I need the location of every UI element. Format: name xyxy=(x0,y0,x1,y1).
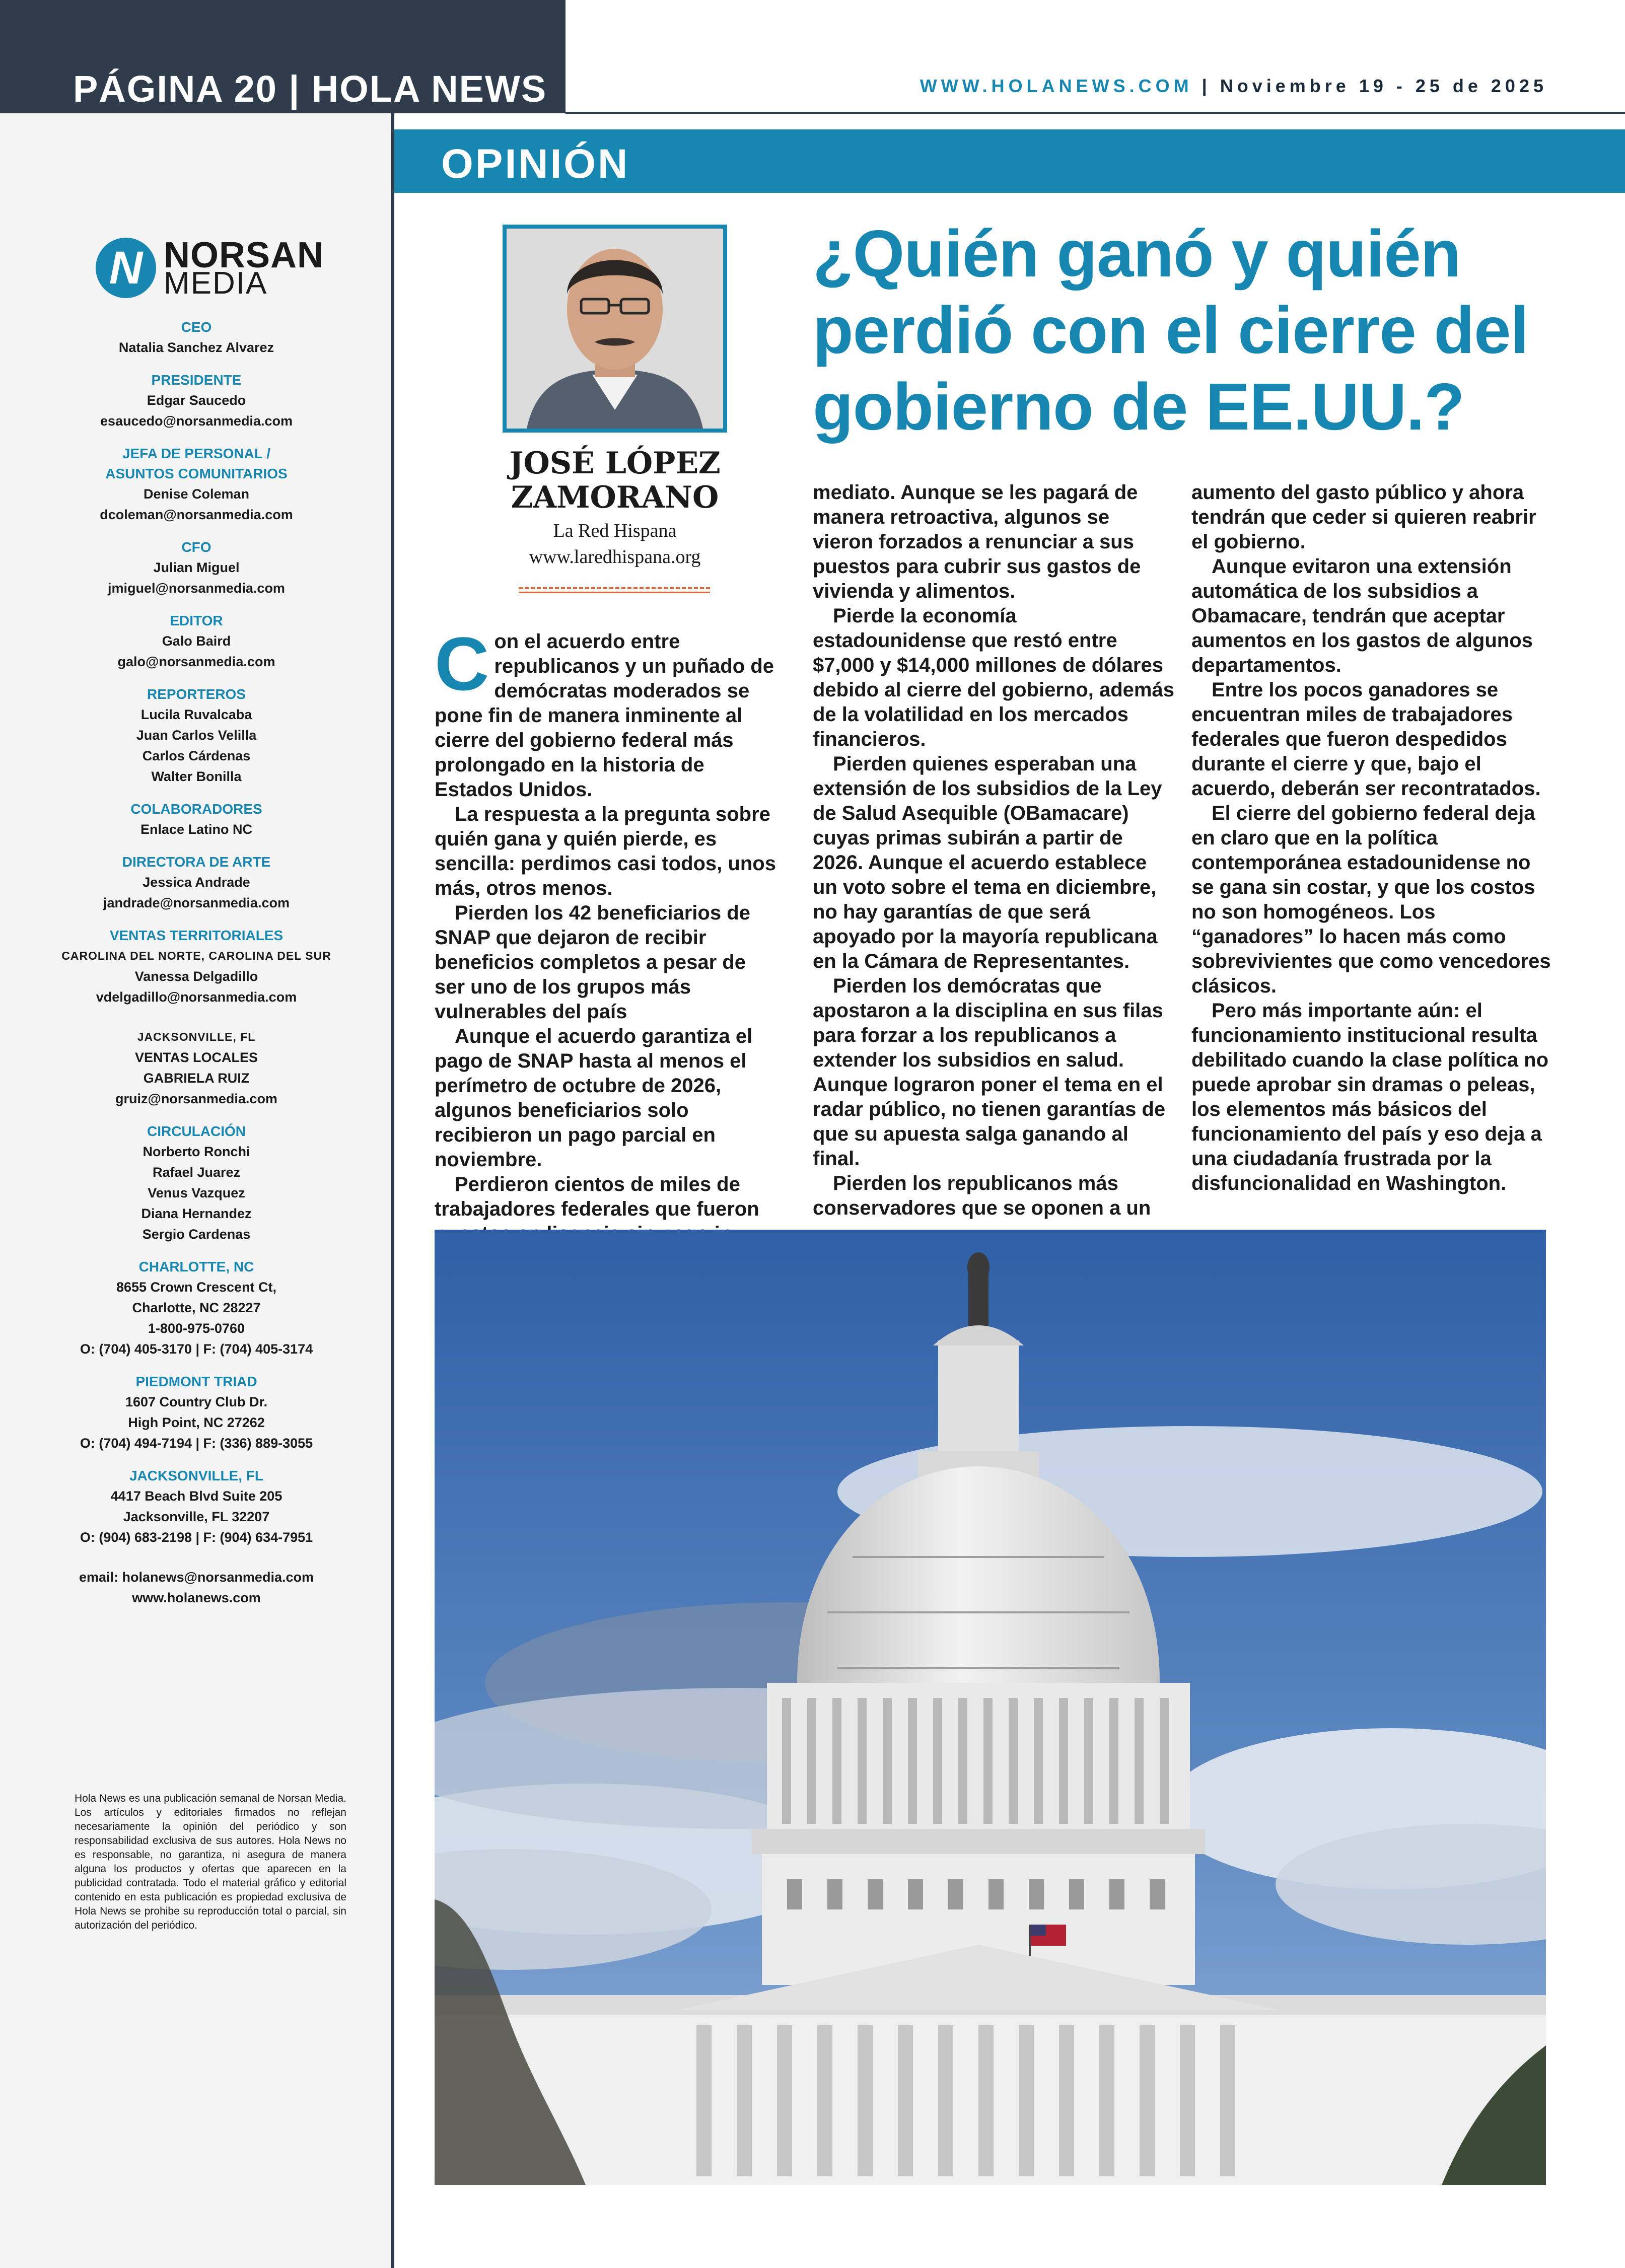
staff-email[interactable]: vdelgadillo@norsanmedia.com xyxy=(96,989,297,1005)
staff-name: Edgar Saucedo xyxy=(147,393,246,408)
contact-website[interactable]: www.holanews.com xyxy=(132,1590,261,1605)
role-label: CIRCULACIÓN xyxy=(147,1123,246,1139)
article-paragraph: on el acuerdo entre republicanos y un puñado de demócratas moderados se pone fin de manera inminente al cierre del gobierno federal más prolongado en la historia de Estados Unidos. xyxy=(435,630,774,801)
article-paragraph: Pierde la economía estadounidense que restó entre $7,000 y $14,000 millones de dólares debido al cierre del gobierno, además de la volatilidad en los mercados financieros. xyxy=(813,605,1174,750)
author-affiliation xyxy=(482,518,747,570)
staff-email[interactable]: dcoleman@norsanmedia.com xyxy=(100,507,293,522)
staff-name: Galo Baird xyxy=(162,633,231,649)
article-paragraph: Perdieron cientos de miles de trabajadores federales que fueron xyxy=(435,1173,759,1220)
article-column-3 xyxy=(1191,480,1551,1196)
author-divider xyxy=(519,587,710,593)
phone-line: O: (704) 494-7194 | F: (336) 889-3055 xyxy=(80,1436,313,1451)
drop-cap: C xyxy=(435,621,489,706)
author-site[interactable]: www.laredhispana.org xyxy=(529,546,701,568)
page-label: PÁGINA 20 | HOLA NEWS xyxy=(73,68,547,110)
phone-line: O: (704) 405-3170 | F: (704) 405-3174 xyxy=(80,1341,313,1357)
staff-name: Natalia Sanchez Alvarez xyxy=(118,340,274,355)
address-line: 1607 Country Club Dr. xyxy=(125,1394,268,1409)
header-separator: | xyxy=(1192,76,1220,96)
address-line: 8655 Crown Crescent Ct, xyxy=(116,1280,277,1295)
staff-name: Norberto Ronchi xyxy=(143,1144,250,1159)
role-label: ASUNTOS COMUNITARIOS xyxy=(105,466,288,481)
office-charlotte xyxy=(60,1257,332,1360)
article-paragraph: Pierden los demócratas que apostaron a la disciplina en sus filas para forzar a los republicanos a extender los subsidios en salud. Aunque lograron poner el tema en el radar público, no tienen garantías de que su apuesta salga ganando al final. xyxy=(813,975,1166,1170)
staff-name: Enlace Latino NC xyxy=(140,822,253,837)
capitol-building-image xyxy=(435,1230,1546,2185)
role-label: EDITOR xyxy=(170,613,223,628)
contact-email[interactable]: email: holanews@norsanmedia.com xyxy=(79,1570,314,1585)
staff-name: Venus Vazquez xyxy=(148,1185,245,1200)
logo-text-media: MEDIA xyxy=(164,266,268,301)
article-paragraph: El cierre del gobierno federal deja en claro que en la política contemporánea estadounidense no se gana sin costar, y que los costos no son homogéneos. Los “ganadores” lo hacen más como sobrevivientes que como vencedores clásicos. xyxy=(1191,802,1551,997)
phone-line: 1-800-975-0760 xyxy=(148,1321,245,1336)
website-link[interactable]: WWW.HOLANEWS.COM xyxy=(920,76,1193,96)
masthead-arte xyxy=(60,852,332,913)
region-label: JACKSONVILLE, FL xyxy=(137,1030,256,1043)
role-label: JEFA DE PERSONAL / xyxy=(122,446,271,461)
article-paragraph: La respuesta a la pregunta sobre quién gana y quién pierde, es sencilla: perdimos casi todos, unos más, otros menos. xyxy=(435,803,776,899)
article-column-2 xyxy=(813,480,1175,1221)
staff-email[interactable]: gruiz@norsanmedia.com xyxy=(115,1091,277,1106)
issue-date: Noviembre 19 - 25 de 2025 xyxy=(1220,76,1547,96)
role-label: COLABORADORES xyxy=(130,801,262,817)
staff-line: VENTAS LOCALES xyxy=(134,1050,258,1065)
disclaimer-text: Hola News es una publicación semanal de Norsan Media. Los artículos y editoriales firmados no reflejan necesariamente la opinión del periódico y son responsabilidad exclusiva de sus autores. Hola News no es responsable, no garantiza, ni asegura de manera alguna los productos y ofertas que aparecen en la publicidad contratada. Todo el material gráfico y editorial contenido en esta publicación es propiedad exclusiva de Hola News se prohibe su reproducción total o parcial, sin autorización del periódico. xyxy=(75,1793,346,1931)
author-org: La Red Hispana xyxy=(553,520,677,541)
masthead xyxy=(60,317,332,1608)
logo-letter: N xyxy=(109,242,143,294)
logo-text-norsan: NORSAN xyxy=(164,235,324,275)
article-paragraph: mediato. Aunque se les pagará de manera retroactiva, algunos se vieron forzados a renunciar a sus puestos para cubrir sus gastos de vivienda y alimentos. xyxy=(813,481,1141,602)
page-tab xyxy=(0,0,566,113)
staff-name: Vanessa Delgadillo xyxy=(134,969,258,984)
article-paragraph: aumento del gasto público y ahora tendrán que ceder si quieren reabrir el gobierno. xyxy=(1191,481,1536,553)
sidebar-border xyxy=(391,113,394,2268)
staff-name: Julian Miguel xyxy=(153,560,240,575)
staff-name: Carlos Cárdenas xyxy=(142,748,251,763)
address-line: Charlotte, NC 28227 xyxy=(132,1300,261,1315)
capitol-photo xyxy=(435,1230,1546,2185)
office-jacksonville xyxy=(60,1466,332,1548)
author-name-line: ZAMORANO xyxy=(511,480,719,515)
article-paragraph: Pierden los republicanos más conservadores que se oponen a un xyxy=(813,1172,1151,1219)
masthead-presidente xyxy=(60,370,332,432)
staff-email[interactable]: esaucedo@norsanmedia.com xyxy=(100,413,293,429)
address-line: Jacksonville, FL 32207 xyxy=(123,1509,270,1524)
role-label: CEO xyxy=(181,319,212,335)
role-label: PRESIDENTE xyxy=(151,372,242,388)
staff-name: GABRIELA RUIZ xyxy=(143,1071,250,1086)
region-label: CAROLINA DEL NORTE, CAROLINA DEL SUR xyxy=(61,949,331,962)
contact-info xyxy=(60,1567,332,1608)
staff-name: Lucila Ruvalcaba xyxy=(140,707,252,722)
office-label: JACKSONVILLE, FL xyxy=(129,1468,263,1483)
phone-line: O: (904) 683-2198 | F: (904) 634-7951 xyxy=(80,1530,313,1545)
masthead-ventas-jax xyxy=(60,1027,332,1109)
role-label: VENTAS TERRITORIALES xyxy=(109,928,284,943)
author-photo xyxy=(503,225,727,433)
section-label: OPINIÓN xyxy=(441,141,630,187)
author-name-line: JOSÉ LÓPEZ xyxy=(509,446,721,481)
article-paragraph: Aunque evitaron una extensión automática de los subsidios a Obamacare, tendrán que aceptar aumentos en los gastos de algunos departamentos. xyxy=(1191,555,1533,676)
article-paragraph: Aunque el acuerdo garantiza el pago de SNAP hasta al menos el perímetro de octubre de 2026, algunos beneficiarios solo recibieron un pago parcial en noviembre. xyxy=(435,1025,753,1171)
masthead-jefa xyxy=(60,444,332,525)
staff-name: Juan Carlos Velilla xyxy=(136,728,257,743)
role-label: CFO xyxy=(181,539,211,555)
article-paragraph: Pero más importante aún: el funcionamiento institucional resulta debilitado cuando la clase política no puede aprobar sin dramas o peleas, los elementos más básicos del funcionamiento del país y eso deja a una ciudadanía frustrada por la disfuncionalidad en Washington. xyxy=(1191,1000,1549,1194)
address-line: High Point, NC 27262 xyxy=(128,1415,265,1430)
article-paragraph: Pierden los 42 beneficiarios de SNAP que dejaron de recibir beneficios completos a pesar de ser uno de los grupos más vulnerables del país xyxy=(435,902,750,1023)
masthead-colaboradores xyxy=(60,799,332,840)
header-rule xyxy=(566,112,1625,114)
office-label: CHARLOTTE, NC xyxy=(138,1259,254,1274)
masthead-ventas xyxy=(60,926,332,1008)
staff-name: Sergio Cardenas xyxy=(142,1227,251,1242)
masthead-cfo xyxy=(60,537,332,599)
role-label: DIRECTORA DE ARTE xyxy=(122,854,271,870)
staff-name: Diana Hernandez xyxy=(141,1206,252,1221)
article-paragraph: Entre los pocos ganadores se encuentran miles de trabajadores federales que fueron despedidos durante el cierre y que, bajo el acuerdo, deberán ser recontratados. xyxy=(1191,679,1541,800)
office-label: PIEDMONT TRIAD xyxy=(135,1374,257,1389)
section-bar xyxy=(394,129,1625,193)
masthead-ceo xyxy=(60,317,332,358)
article-paragraph: Pierden quienes esperaban una extensión de los subsidios de la Ley de Salud Asequible (OBamacare) cuyas primas subirán a partir de 2026. Aunque el acuerdo establece un voto sobre el tema en diciembre, no hay garantías de que será apoyado por la mayoría republicana en la Cámara de Representantes. xyxy=(813,753,1162,972)
staff-name: Jessica Andrade xyxy=(143,875,250,890)
article-headline: ¿Quién ganó y quién perdió con el cierre del gobierno de EE.UU.? xyxy=(813,217,1529,444)
masthead-editor xyxy=(60,611,332,672)
staff-email[interactable]: jmiguel@norsanmedia.com xyxy=(108,581,285,596)
norsan-media-logo xyxy=(96,236,332,301)
article-column-1 xyxy=(435,621,777,1246)
header-info xyxy=(566,76,1547,97)
staff-email[interactable]: galo@norsanmedia.com xyxy=(117,654,275,669)
address-line: 4417 Beach Blvd Suite 205 xyxy=(110,1489,282,1504)
author-portrait-image xyxy=(507,229,723,429)
masthead-circulacion xyxy=(60,1121,332,1245)
staff-name: Denise Coleman xyxy=(143,486,250,502)
office-piedmont xyxy=(60,1372,332,1454)
author-name xyxy=(482,446,747,515)
masthead-reporteros xyxy=(60,684,332,787)
staff-email[interactable]: jandrade@norsanmedia.com xyxy=(103,895,290,910)
staff-name: Rafael Juarez xyxy=(152,1165,241,1180)
role-label: REPORTEROS xyxy=(147,686,246,702)
staff-name: Walter Bonilla xyxy=(151,769,242,784)
